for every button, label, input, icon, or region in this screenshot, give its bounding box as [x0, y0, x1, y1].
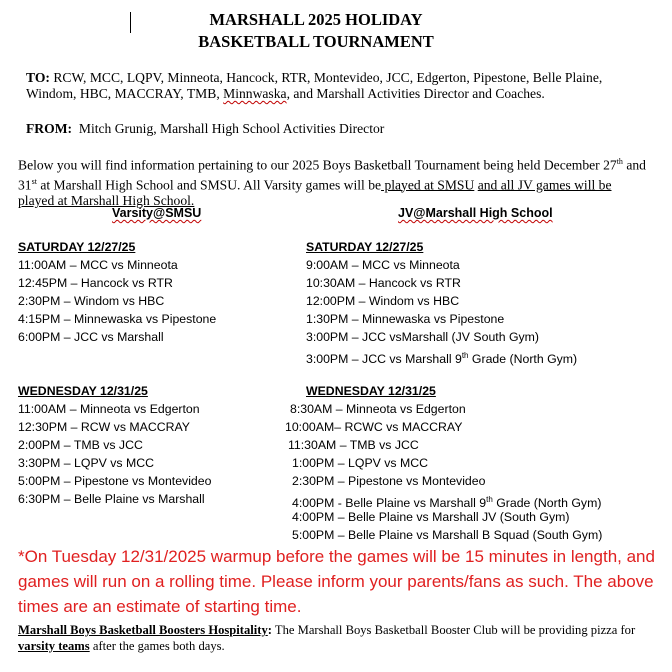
jv-wed-game-7: 4:00PM – Belle Plaine vs Marshall JV (South Gym): [292, 510, 570, 524]
varsity-wed-game-2: 12:30PM – RCW vs MACCRAY: [18, 420, 190, 434]
hospitality-underlined: varsity teams: [18, 639, 90, 653]
jv-wed-game-5: 2:30PM – Pipestone vs Montevideo: [292, 474, 486, 488]
varsity-wed-game-3: 2:00PM – TMB vs JCC: [18, 438, 143, 452]
from-paragraph: [26, 121, 656, 137]
intro-text-b: and 31: [18, 157, 646, 193]
jv-sat-game-4: 1:30PM – Minnewaska vs Pipestone: [306, 312, 505, 326]
jv-saturday-header: SATURDAY 12/27/25: [306, 240, 424, 254]
jv-wednesday-header: WEDNESDAY 12/31/25: [306, 384, 436, 398]
intro-sup-st: st: [31, 176, 37, 186]
to-label: TO:: [26, 70, 50, 85]
jv-sat-game-6-b: Grade (North Gym): [468, 352, 578, 367]
jv-sat-game-1: 9:00AM – MCC vs Minneota: [306, 258, 460, 272]
varsity-header-text: Varsity@SMSU: [112, 206, 202, 220]
varsity-wed-game-5: 5:00PM – Pipestone vs Montevideo: [18, 474, 212, 488]
varsity-wed-game-4: 3:30PM – LQPV vs MCC: [18, 456, 154, 470]
intro-text-c: at Marshall High School and SMSU. All Varsity games will be: [36, 177, 382, 193]
jv-sat-game-6: [306, 348, 577, 367]
title-line-2: BASKETBALL TOURNAMENT: [198, 32, 434, 51]
intro-sup-th: th: [616, 157, 623, 166]
jv-sat-game-2: 10:30AM – Hancock vs RTR: [306, 276, 461, 290]
jv-sat-game-6-sup: th: [461, 351, 469, 360]
varsity-column-header: [112, 206, 201, 221]
jv-wed-game-4: 1:00PM – LQPV vs MCC: [292, 456, 428, 470]
jv-sat-game-3: 12:00PM – Windom vs HBC: [306, 294, 460, 308]
hospitality-text: The Marshall Boys Basketball Booster Club will be providing pizza for: [272, 623, 636, 637]
jv-wed-game-6-b: Grade (North Gym): [492, 496, 602, 511]
jv-sat-game-6-a: 3:00PM – JCC vs Marshall 9: [306, 352, 462, 367]
jv-wed-game-3: 11:30AM – TMB vs JCC: [288, 438, 419, 452]
jv-column-header: [398, 206, 553, 221]
varsity-sat-game-4: 4:15PM – Minnewaska vs Pipestone: [18, 312, 217, 326]
red-warmup-note: *On Tuesday 12/31/2025 warmup before the games will be 15 minutes in length, and games will run on a rolling time. Please inform your parents/fans as such. The above times are an estimate of starting time.: [18, 547, 655, 616]
intro-underlined-1: played at SMSU: [381, 177, 475, 193]
hospitality-paragraph: [18, 622, 648, 654]
varsity-sat-game-5: 6:00PM – JCC vs Marshall: [18, 330, 164, 344]
to-tail: , and Marshall Activities Director and Coaches.: [286, 86, 545, 101]
jv-wed-game-2: 10:00AM– RCWC vs MACCRAY: [285, 420, 463, 434]
hospitality-label: Marshall Boys Basketball Boosters Hospitality: [18, 623, 268, 637]
varsity-sat-game-2: 12:45PM – Hancock vs RTR: [18, 276, 173, 290]
to-misspelled-word: Minnwaska: [223, 86, 287, 101]
varsity-saturday-header: SATURDAY 12/27/25: [18, 240, 136, 254]
varsity-sat-game-1: 11:00AM – MCC vs Minneota: [18, 258, 178, 272]
intro-text-a: Below you will find information pertaining to our 2025 Boys Basketball Tournament being held December 27: [18, 157, 617, 173]
from-text: Mitch Grunig, Marshall High School Activities Director: [78, 121, 385, 136]
from-label: FROM:: [26, 121, 73, 136]
to-text: RCW, MCC, LQPV, Minneota, Hancock, RTR, Montevideo, JCC, Edgerton, Pipestone, Belle Plaine, Windom, HBC, MACCRAY, TMB,: [26, 70, 603, 101]
jv-wed-game-1: 8:30AM – Minneota vs Edgerton: [290, 402, 466, 416]
varsity-sat-game-3: 2:30PM – Windom vs HBC: [18, 294, 165, 308]
to-paragraph: [26, 70, 646, 102]
hospitality-colon: :: [267, 623, 272, 637]
intro-underlined-2: and all JV games will be played at Marshall High School.: [18, 177, 612, 209]
title-line-1: MARSHALL 2025 HOLIDAY: [209, 10, 423, 29]
varsity-wed-game-6: 6:30PM – Belle Plaine vs Marshall: [18, 492, 205, 506]
jv-wed-game-6-sup: th: [486, 495, 493, 504]
varsity-wednesday-header: WEDNESDAY 12/31/25: [18, 384, 148, 398]
jv-wed-game-6: [292, 492, 601, 511]
intro-paragraph: [18, 154, 648, 209]
hospitality-tail: after the games both days.: [89, 639, 225, 653]
jv-wed-game-6-a: 4:00PM - Belle Plaine vs Marshall 9: [292, 496, 487, 511]
jv-sat-game-5: 3:00PM – JCC vsMarshall (JV South Gym): [306, 330, 540, 344]
jv-header-text: JV@Marshall High School: [398, 206, 553, 220]
jv-wed-game-8: 5:00PM – Belle Plaine vs Marshall B Squad (South Gym): [292, 528, 603, 542]
varsity-wed-game-1: 11:00AM – Minneota vs Edgerton: [18, 402, 200, 416]
